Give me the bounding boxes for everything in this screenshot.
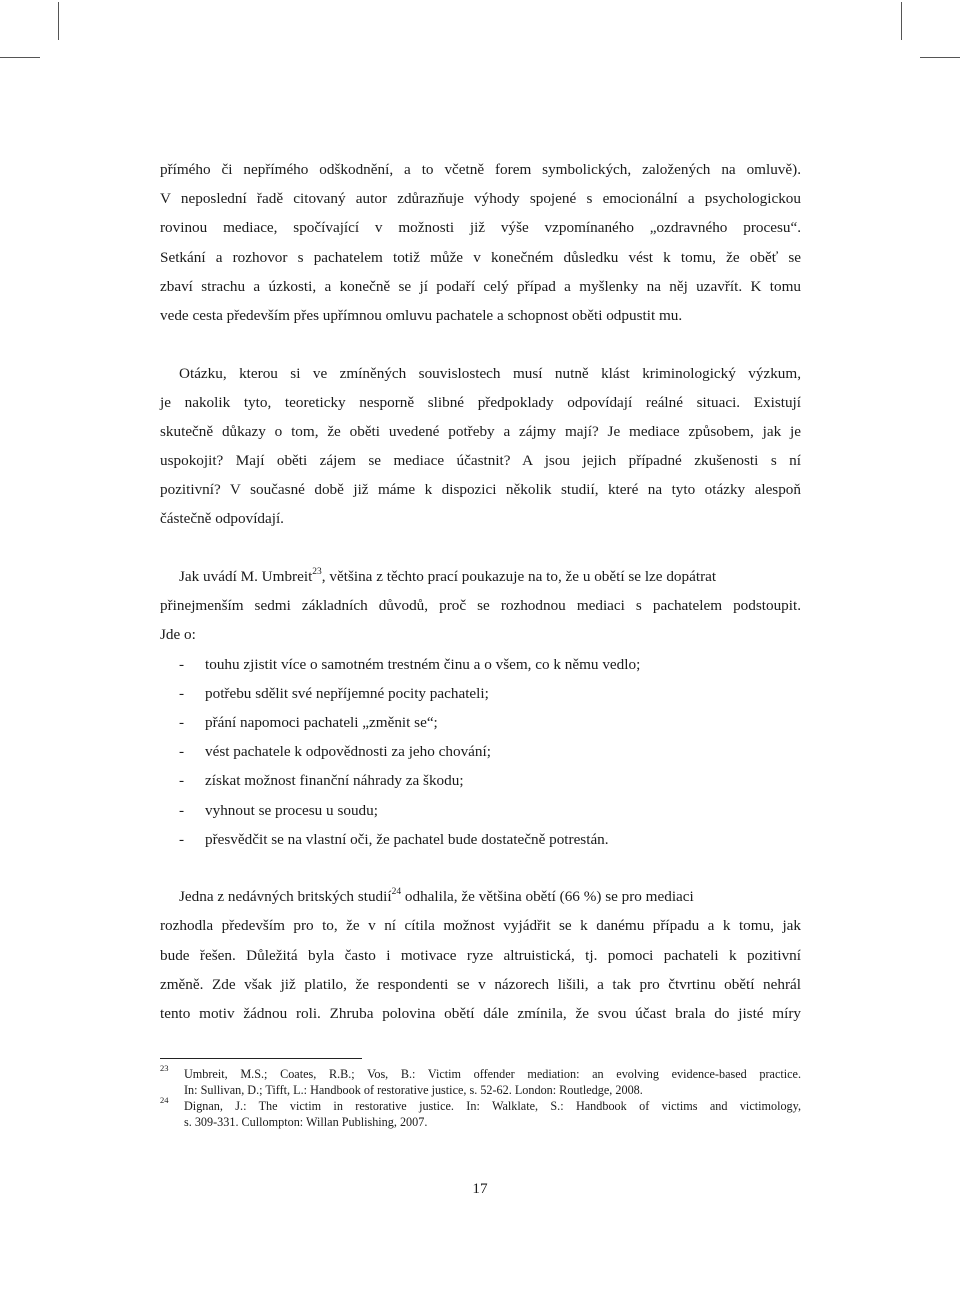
text-line: V neposlední řadě citovaný autor zdůrazňuje výhody spojené s emocionální a psychologickou bbox=[160, 190, 801, 208]
list-dash: - bbox=[179, 655, 185, 673]
paragraph-2 bbox=[160, 359, 801, 534]
list-item-text: touhu zjistit více o samotném trestném činu a o všem, co k němu vedlo; bbox=[205, 655, 641, 673]
footnote-line: In: Sullivan, D.; Tifft, L.: Handbook of restorative justice, s. 52-62. London: Routledge, 2008. bbox=[184, 1083, 643, 1097]
text-line: rozhodla především pro to, že v ní cítila možnost vyjádřit se k danému případu a k tomu, jak bbox=[160, 917, 801, 935]
list-item-text: vyhnout se procesu u soudu; bbox=[205, 801, 378, 819]
text-line: skutečně důkazy o tom, že oběti uvedené potřeby a zájmy mají? Je mediace způsobem, jak je bbox=[160, 422, 801, 440]
list-item bbox=[160, 650, 801, 679]
list-dash: - bbox=[179, 801, 185, 819]
footnote-line: Dignan, J.: The victim in restorative justice. In: Walklate, S.: Handbook of victims and victimology, bbox=[184, 1099, 801, 1113]
crop-mark-top-right-h bbox=[920, 57, 960, 58]
footnote-ref-23[interactable]: 23 bbox=[312, 567, 322, 578]
list-item-text: získat možnost finanční náhrady za škodu; bbox=[205, 772, 464, 790]
footnote-number: 23 bbox=[160, 1063, 169, 1073]
footnote-line: Umbreit, M.S.; Coates, R.B.; Vos, B.: Victim offender mediation: an evolving evidence-based practice. bbox=[184, 1067, 801, 1081]
list-dash: - bbox=[179, 830, 185, 848]
footnote-number: 24 bbox=[160, 1095, 169, 1105]
reasons-list bbox=[160, 650, 801, 854]
list-item bbox=[160, 708, 801, 737]
page-body bbox=[160, 155, 801, 1028]
crop-mark-top-left bbox=[58, 2, 59, 40]
list-dash: - bbox=[179, 772, 185, 790]
text-line: částečně odpovídají. bbox=[160, 510, 284, 528]
paragraph-3 bbox=[160, 562, 801, 650]
text-line: uspokojit? Mají oběti zájem se mediace účastnit? A jsou jejich případné zkušenosti s ní bbox=[160, 452, 801, 470]
text-line: bude řešen. Důležitá byla často i motivace ryze altruistická, tj. pomoci pachateli k pozitivní bbox=[160, 946, 801, 964]
text-line: tento motiv žádnou roli. Zhruba polovina obětí dále zmínila, že svou účast brala do jisté míry bbox=[160, 1005, 801, 1023]
paragraph-1 bbox=[160, 155, 801, 330]
footnote-ref-24[interactable]: 24 bbox=[391, 887, 402, 898]
list-item-text: vést pachatele k odpovědnosti za jeho chování; bbox=[205, 743, 491, 761]
text-line: Jde o: bbox=[160, 626, 196, 644]
list-dash: - bbox=[179, 743, 185, 761]
paragraph-4 bbox=[160, 882, 801, 1028]
list-dash: - bbox=[179, 713, 185, 731]
text-line: přímého či nepřímého odškodnění, a to včetně forem symbolických, založených na omluvě). bbox=[160, 161, 801, 178]
list-dash: - bbox=[179, 684, 185, 702]
list-item bbox=[160, 796, 801, 825]
list-item bbox=[160, 737, 801, 766]
text-line: Otázku, kterou si ve zmíněných souvislostech musí nutně klást kriminologický výzkum, bbox=[179, 364, 801, 382]
text-line bbox=[160, 882, 801, 911]
footnote-23 bbox=[160, 1063, 801, 1098]
footnote-24 bbox=[160, 1095, 801, 1130]
list-item bbox=[160, 679, 801, 708]
text-line: přinejmenším sedmi základních důvodů, proč se rozhodnou mediaci s pachatelem podstoupit. bbox=[160, 597, 801, 615]
footnotes bbox=[160, 1063, 801, 1130]
footnote-line: s. 309-331. Cullompton: Willan Publishing, 2007. bbox=[184, 1115, 428, 1129]
list-item-text: přání napomoci pachateli „změnit se“; bbox=[205, 713, 438, 731]
list-item-text: potřebu sdělit své nepříjemné pocity pachateli; bbox=[205, 684, 489, 702]
list-item-text: přesvědčit se na vlastní oči, že pachatel bude dostatečně potrestán. bbox=[205, 830, 609, 848]
text-line: Setkání a rozhovor s pachatelem totiž může v konečném důsledku vést k tomu, že oběť se bbox=[160, 248, 801, 266]
text-run: Jedna z nedávných britských studií$^{24}$ odhalila, že většina obětí (66 %) se pro mediaci bbox=[179, 887, 694, 906]
text-line: zbaví strachu a úzkosti, a konečně se jí podaří celý případ a myšlenky na něj uzavřít. K tomu bbox=[160, 277, 801, 295]
text-line: je nakolik tyto, teoreticky nesporně slibné předpoklady odpovídají reálné situaci. Existují bbox=[160, 393, 801, 411]
text-line: změně. Zde však již platilo, že respondenti se v názorech lišili, a tak pro čtvrtinu obětí nehrál bbox=[160, 975, 801, 993]
text-line: vede cesta především přes upřímnou omluvu pachatele a schopnost oběti odpustit mu. bbox=[160, 306, 683, 324]
text-line: pozitivní? V současné době již máme k dispozici několik studií, které na tyto otázky alespoň bbox=[160, 481, 801, 499]
text-run: Jak uvádí M. Umbreit$^{23}$, většina z těchto prací poukazuje na to, že u obětí se lze dopátrat bbox=[179, 567, 717, 586]
crop-mark-top-left-h bbox=[0, 57, 40, 58]
text-line bbox=[160, 562, 801, 591]
page-number: 17 bbox=[472, 1180, 488, 1197]
crop-mark-top-right bbox=[901, 2, 902, 40]
footnote-separator bbox=[160, 1058, 362, 1059]
list-item bbox=[160, 766, 801, 795]
text-line: rovinou mediace, spočívající v možnosti již výše vzpomínaného „ozdravného procesu“. bbox=[160, 219, 801, 237]
list-item bbox=[160, 825, 801, 854]
